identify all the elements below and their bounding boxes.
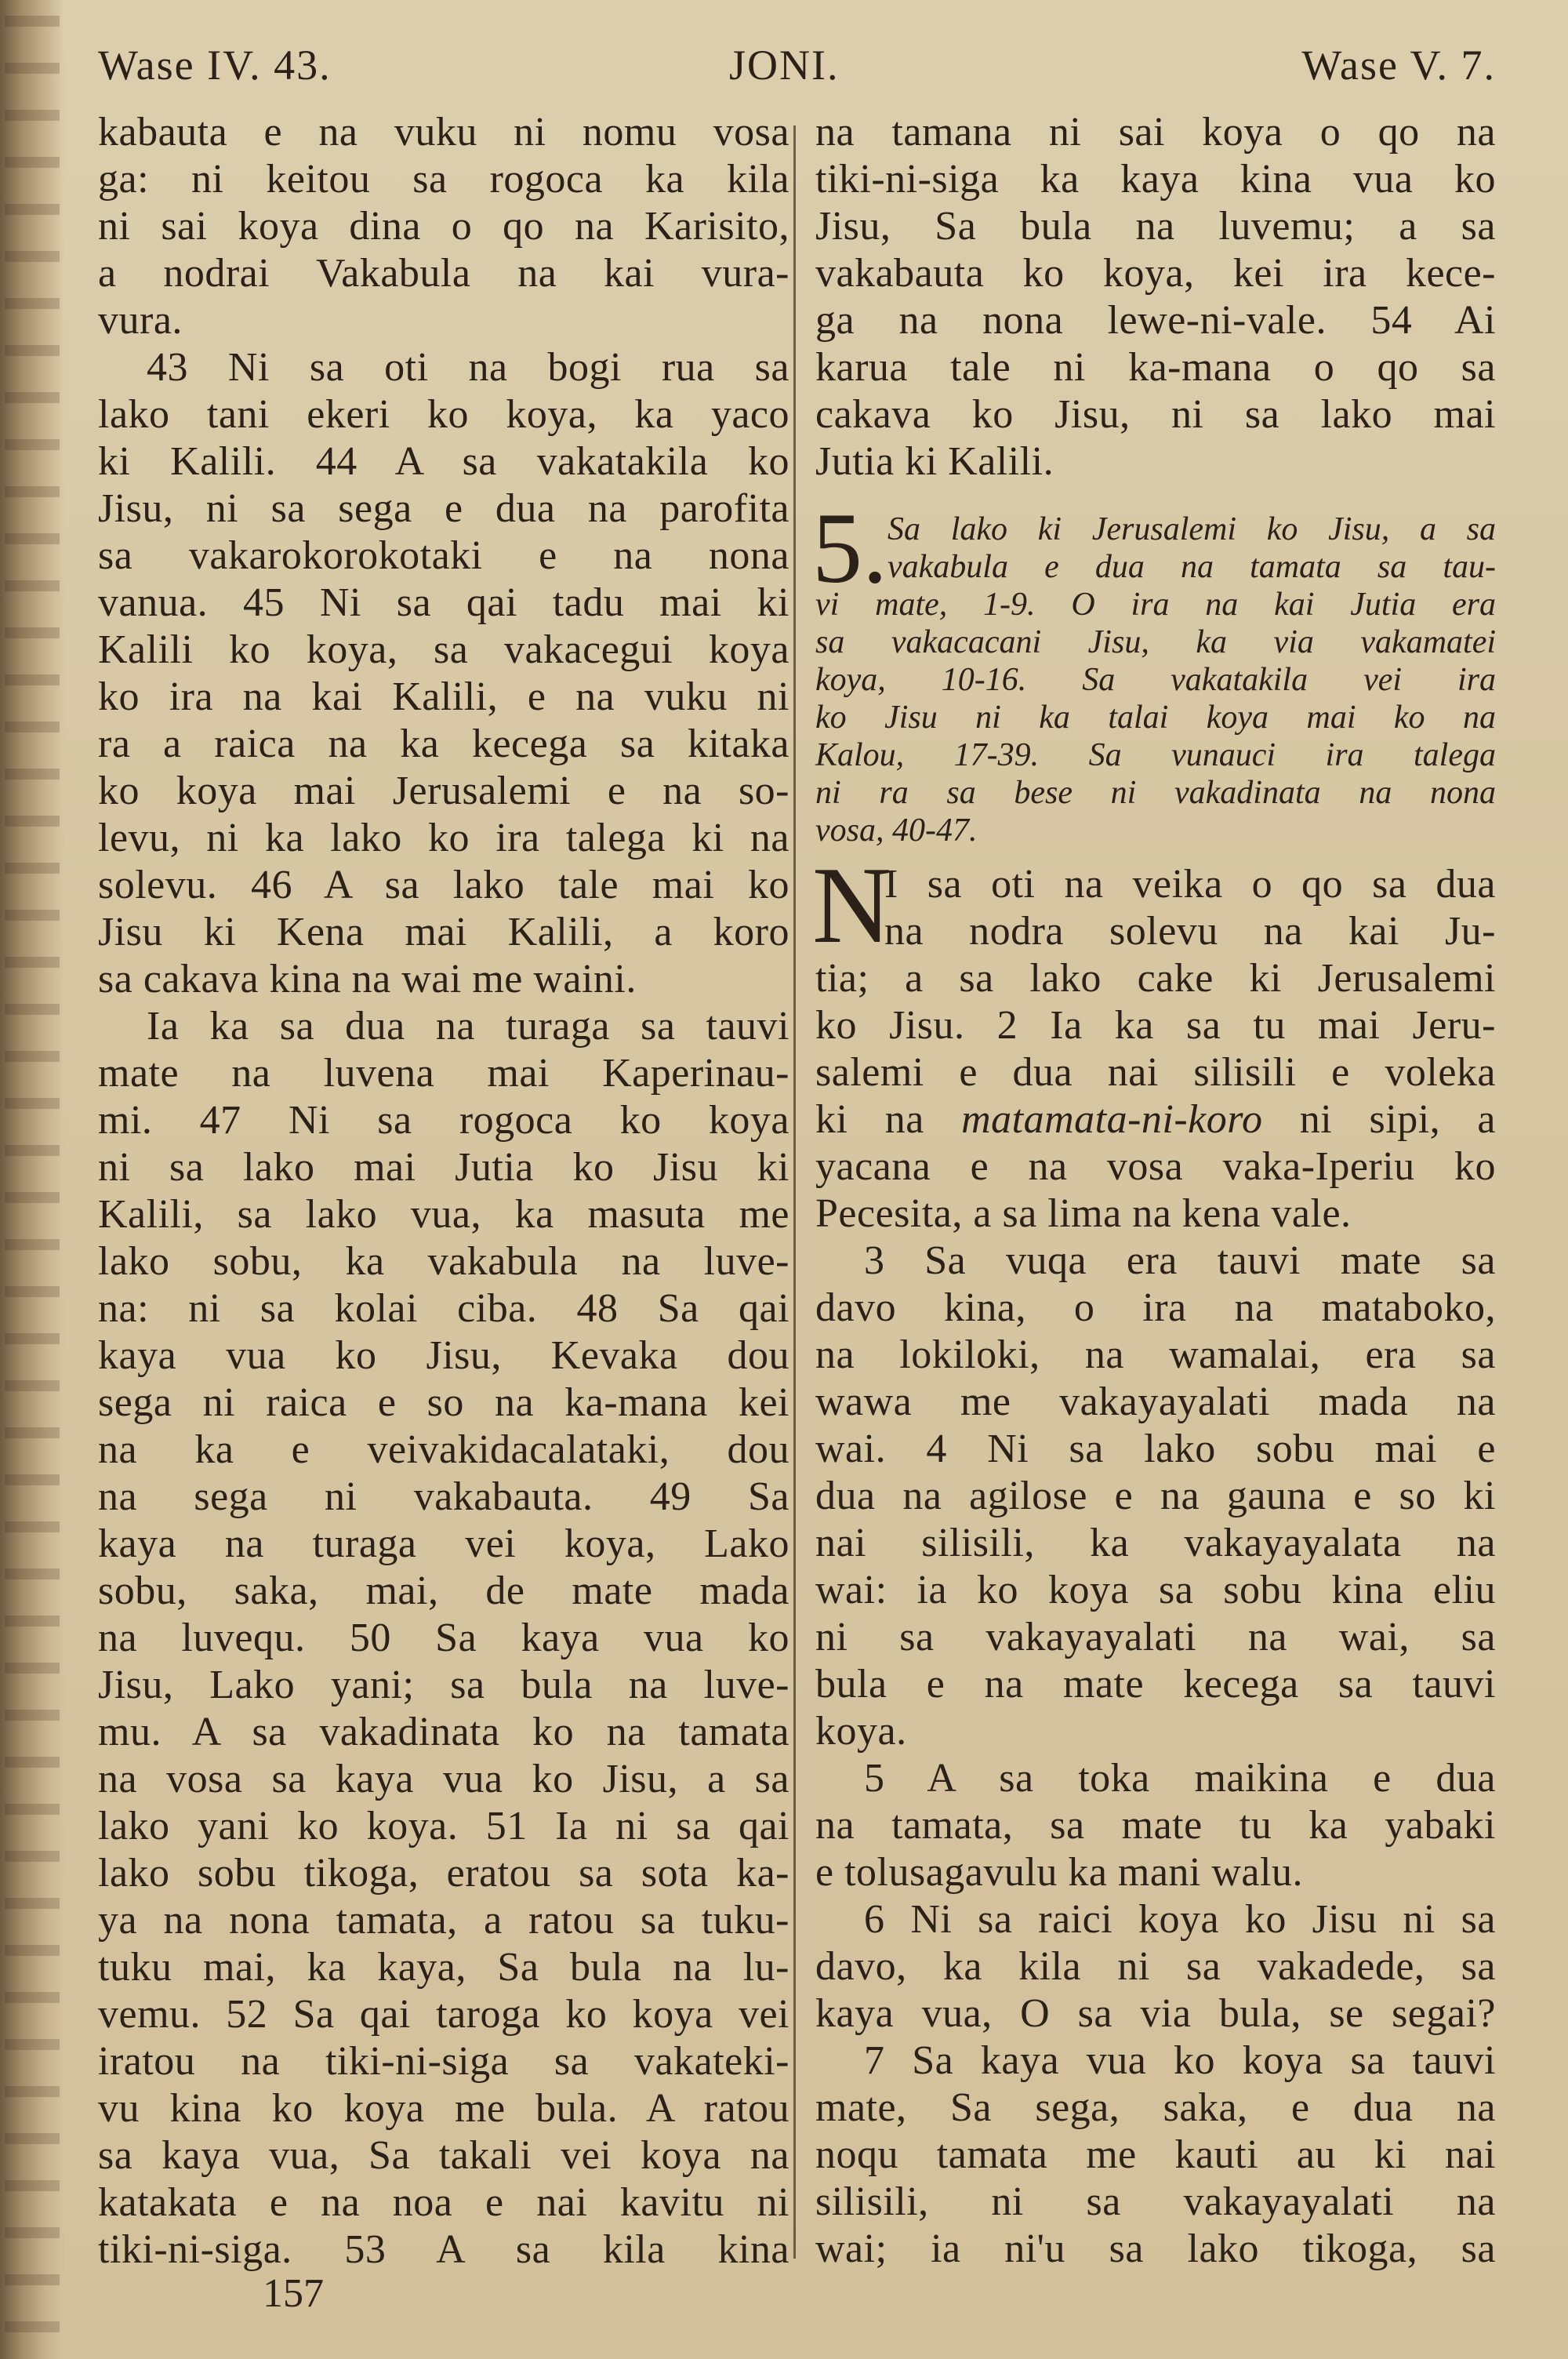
text-line: ya na nona tamata, a ratou sa tuku- (98, 1898, 789, 1943)
text-line: lako yani ko koya. 51 Ia ni sa qai (98, 1804, 789, 1848)
text-line: a nodrai Vakabula na kai vura- (98, 251, 789, 296)
text-line: silisili, ni sa vakayayalati na (815, 2179, 1496, 2224)
text-line: na tamana ni sai koya o qo na (815, 110, 1496, 154)
text-line: lako tani ekeri ko koya, ka yaco (98, 392, 789, 437)
text-line: sega ni raica e so na ka-mana kei (98, 1380, 789, 1425)
page-number: 157 (263, 2271, 324, 2316)
text-line: lako sobu, ka vakabula na luve- (98, 1239, 789, 1284)
column-divider (793, 125, 796, 2259)
text-line: ko ira na kai Kalili, e na vuku ni (98, 674, 789, 719)
text-line: wai; ia ni'u sa lako tikoga, sa (815, 2226, 1496, 2271)
text-line: 7 Sa kaya vua ko koya sa tauvi (864, 2038, 1496, 2083)
text-line: dua na agilose e na gauna e so ki (815, 1474, 1496, 1518)
text-line: wai: ia ko koya sa sobu kina eliu (815, 1568, 1496, 1612)
right-column-top (815, 109, 1496, 485)
text-line: ni ra sa bese ni vakadinata na nona (815, 775, 1496, 811)
text-line: sa kaya vua, Sa takali vei koya na (98, 2133, 789, 2178)
right-column-body (815, 861, 1496, 2273)
text-line: vosa, 40-47. (815, 812, 978, 849)
left-column (98, 109, 789, 2274)
text-line: mu. A sa vakadinata ko na tamata (98, 1710, 789, 1754)
text-line: mi. 47 Ni sa rogoca ko koya (98, 1098, 789, 1143)
text-line: sa cakava kina na wai me waini. (98, 957, 637, 1001)
text-line: solevu. 46 A sa lako tale mai ko (98, 863, 789, 907)
text-line: kaya vua, O sa via bula, se segai? (815, 1991, 1496, 2036)
text-line: kaya vua ko Jisu, Kevaka dou (98, 1333, 789, 1378)
text-line: na lokiloki, na wamalai, era sa (815, 1332, 1496, 1377)
text-line: Jutia ki Kalili. (815, 439, 1054, 484)
text-line: yacana e na vosa vaka-Iperiu ko (815, 1144, 1496, 1189)
text-line: koya, 10-16. Sa vakatakila vei ira (815, 662, 1496, 698)
text-line: levu, ni ka lako ko ira talega ki na (98, 816, 789, 860)
text-line: mate na luvena mai Kaperinau- (98, 1051, 789, 1096)
text-line: Ia ka sa dua na turaga sa tauvi (147, 1004, 789, 1049)
text-line: vakabauta ko koya, kei ira kece- (815, 251, 1496, 296)
text-line: sobu, saka, mai, de mate mada (98, 1568, 789, 1613)
text-line: vura. (98, 298, 183, 343)
chapter-summary (815, 511, 1496, 849)
text-line: kaya na turaga vei koya, Lako (98, 1521, 789, 1566)
text-line: davo, ka kila ni sa vakadede, sa (815, 1944, 1496, 1989)
text-line: lako sobu tikoga, eratou sa sota ka- (98, 1851, 789, 1896)
text-line: 3 Sa vuqa era tauvi mate sa (864, 1238, 1496, 1283)
text-line: iratou na tiki-ni-siga sa vakateki- (98, 2039, 789, 2084)
text-line: noqu tamata me kauti au ki nai (815, 2132, 1496, 2177)
text-line: Jisu, ni sa sega e dua na parofita (98, 486, 789, 531)
text-line: wai. 4 Ni sa lako sobu mai e (815, 1427, 1496, 1471)
text-line: tuku mai, ka kaya, Sa bula na lu- (98, 1945, 789, 1990)
text-line: Jisu, Sa bula na luvemu; a sa (815, 204, 1496, 249)
running-header-title: JONI. (729, 42, 840, 89)
text-line: ni sa lako mai Jutia ko Jisu ki (98, 1145, 789, 1190)
text-line: salemi e dua nai silisili e voleka (815, 1050, 1496, 1095)
text-line: bula e na mate kecega sa tauvi (815, 1662, 1496, 1707)
text-line: tiki-ni-siga. 53 A sa kila kina (98, 2227, 789, 2272)
drop-cap: N (812, 845, 892, 966)
text-line: Jisu ki Kena mai Kalili, a koro (98, 910, 789, 954)
text-segment: ki na (815, 1097, 962, 1142)
text-line: Kalili, sa lako vua, ka masuta me (98, 1192, 789, 1237)
text-line: Pecesita, a sa lima na kena vale. (815, 1191, 1352, 1236)
text-line: I sa oti na veika o qo sa dua (884, 862, 1496, 907)
facing-page-bleed (5, 0, 60, 2359)
running-header-left: Wase IV. 43. (98, 42, 332, 89)
text-segment: ni sipi, a (1262, 1097, 1496, 1142)
text-line (815, 1096, 1496, 1143)
text-line: 5 A sa toka maikina e dua (864, 1756, 1496, 1801)
text-line: katakata e na noa e nai kavitu ni (98, 2180, 789, 2225)
text-line: sa vakarokorokotaki e na nona (98, 533, 789, 578)
text-line: ra a raica na ka kecega sa kitaka (98, 722, 789, 766)
text-line: ni sa vakayayalati na wai, sa (815, 1615, 1496, 1659)
text-line: e tolusagavulu ka mani walu. (815, 1850, 1303, 1895)
text-line: Jisu, Lako yani; sa bula na luve- (98, 1663, 789, 1707)
italic-term: matamata-ni-koro (961, 1097, 1263, 1142)
text-line: na ka e veivakidacalataki, dou (98, 1427, 789, 1472)
text-line: wawa me vakayayalati mada na (815, 1379, 1496, 1424)
text-line: koya. (815, 1709, 907, 1754)
text-line: vemu. 52 Sa qai taroga ko koya vei (98, 1992, 789, 2037)
chapter-number: 5. (812, 493, 887, 604)
text-line: Sa lako ki Jerusalemi ko Jisu, a sa (887, 511, 1496, 547)
text-line: na vosa sa kaya vua ko Jisu, a sa (98, 1757, 789, 1801)
text-line: sa vakacacani Jisu, ka via vakamatei (815, 624, 1496, 660)
text-line: na tamata, sa mate tu ka yabaki (815, 1803, 1496, 1848)
text-line: nai silisili, ka vakayayalata na (815, 1521, 1496, 1565)
text-line: na luvequ. 50 Sa kaya vua ko (98, 1616, 789, 1660)
text-line: tia; a sa lako cake ki Jerusalemi (815, 956, 1496, 1001)
text-line: karua tale ni ka-mana o qo sa (815, 345, 1496, 390)
text-line: davo kina, o ira na mataboko, (815, 1285, 1496, 1330)
text-line: Kalili ko koya, sa vakacegui koya (98, 627, 789, 672)
text-line: vakabula e dua na tamata sa tau- (887, 549, 1496, 585)
text-line: ga: ni keitou sa rogoca ka kila (98, 157, 789, 202)
text-line: ko Jisu ni ka talai koya mai ko na (815, 700, 1496, 736)
text-line: ni sai koya dina o qo na Karisito, (98, 204, 789, 249)
text-line: Kalou, 17-39. Sa vunauci ira talega (815, 737, 1496, 773)
text-line: 6 Ni sa raici koya ko Jisu ni sa (864, 1897, 1496, 1942)
text-line: vanua. 45 Ni sa qai tadu mai ki (98, 580, 789, 625)
text-line: na sega ni vakabauta. 49 Sa (98, 1474, 789, 1519)
text-line: ga na nona lewe-ni-vale. 54 Ai (815, 298, 1496, 343)
running-header-right: Wase V. 7. (1301, 42, 1496, 89)
text-line: ko Jisu. 2 Ia ka sa tu mai Jeru- (815, 1003, 1496, 1048)
text-line: kabauta e na vuku ni nomu vosa (98, 110, 789, 154)
text-line: na nodra solevu na kai Ju- (884, 909, 1496, 954)
text-line: 43 Ni sa oti na bogi rua sa (147, 345, 789, 390)
text-line: vu kina ko koya me bula. A ratou (98, 2086, 789, 2131)
text-line: vi mate, 1-9. O ira na kai Jutia era (815, 587, 1496, 623)
text-line: ki Kalili. 44 A sa vakatakila ko (98, 439, 789, 484)
text-line: na: ni sa kolai ciba. 48 Sa qai (98, 1286, 789, 1331)
text-line: ko koya mai Jerusalemi e na so- (98, 769, 789, 813)
text-line: cakava ko Jisu, ni sa lako mai (815, 392, 1496, 437)
text-line: tiki-ni-siga ka kaya kina vua ko (815, 157, 1496, 202)
text-line: mate, Sa sega, saka, e dua na (815, 2085, 1496, 2130)
